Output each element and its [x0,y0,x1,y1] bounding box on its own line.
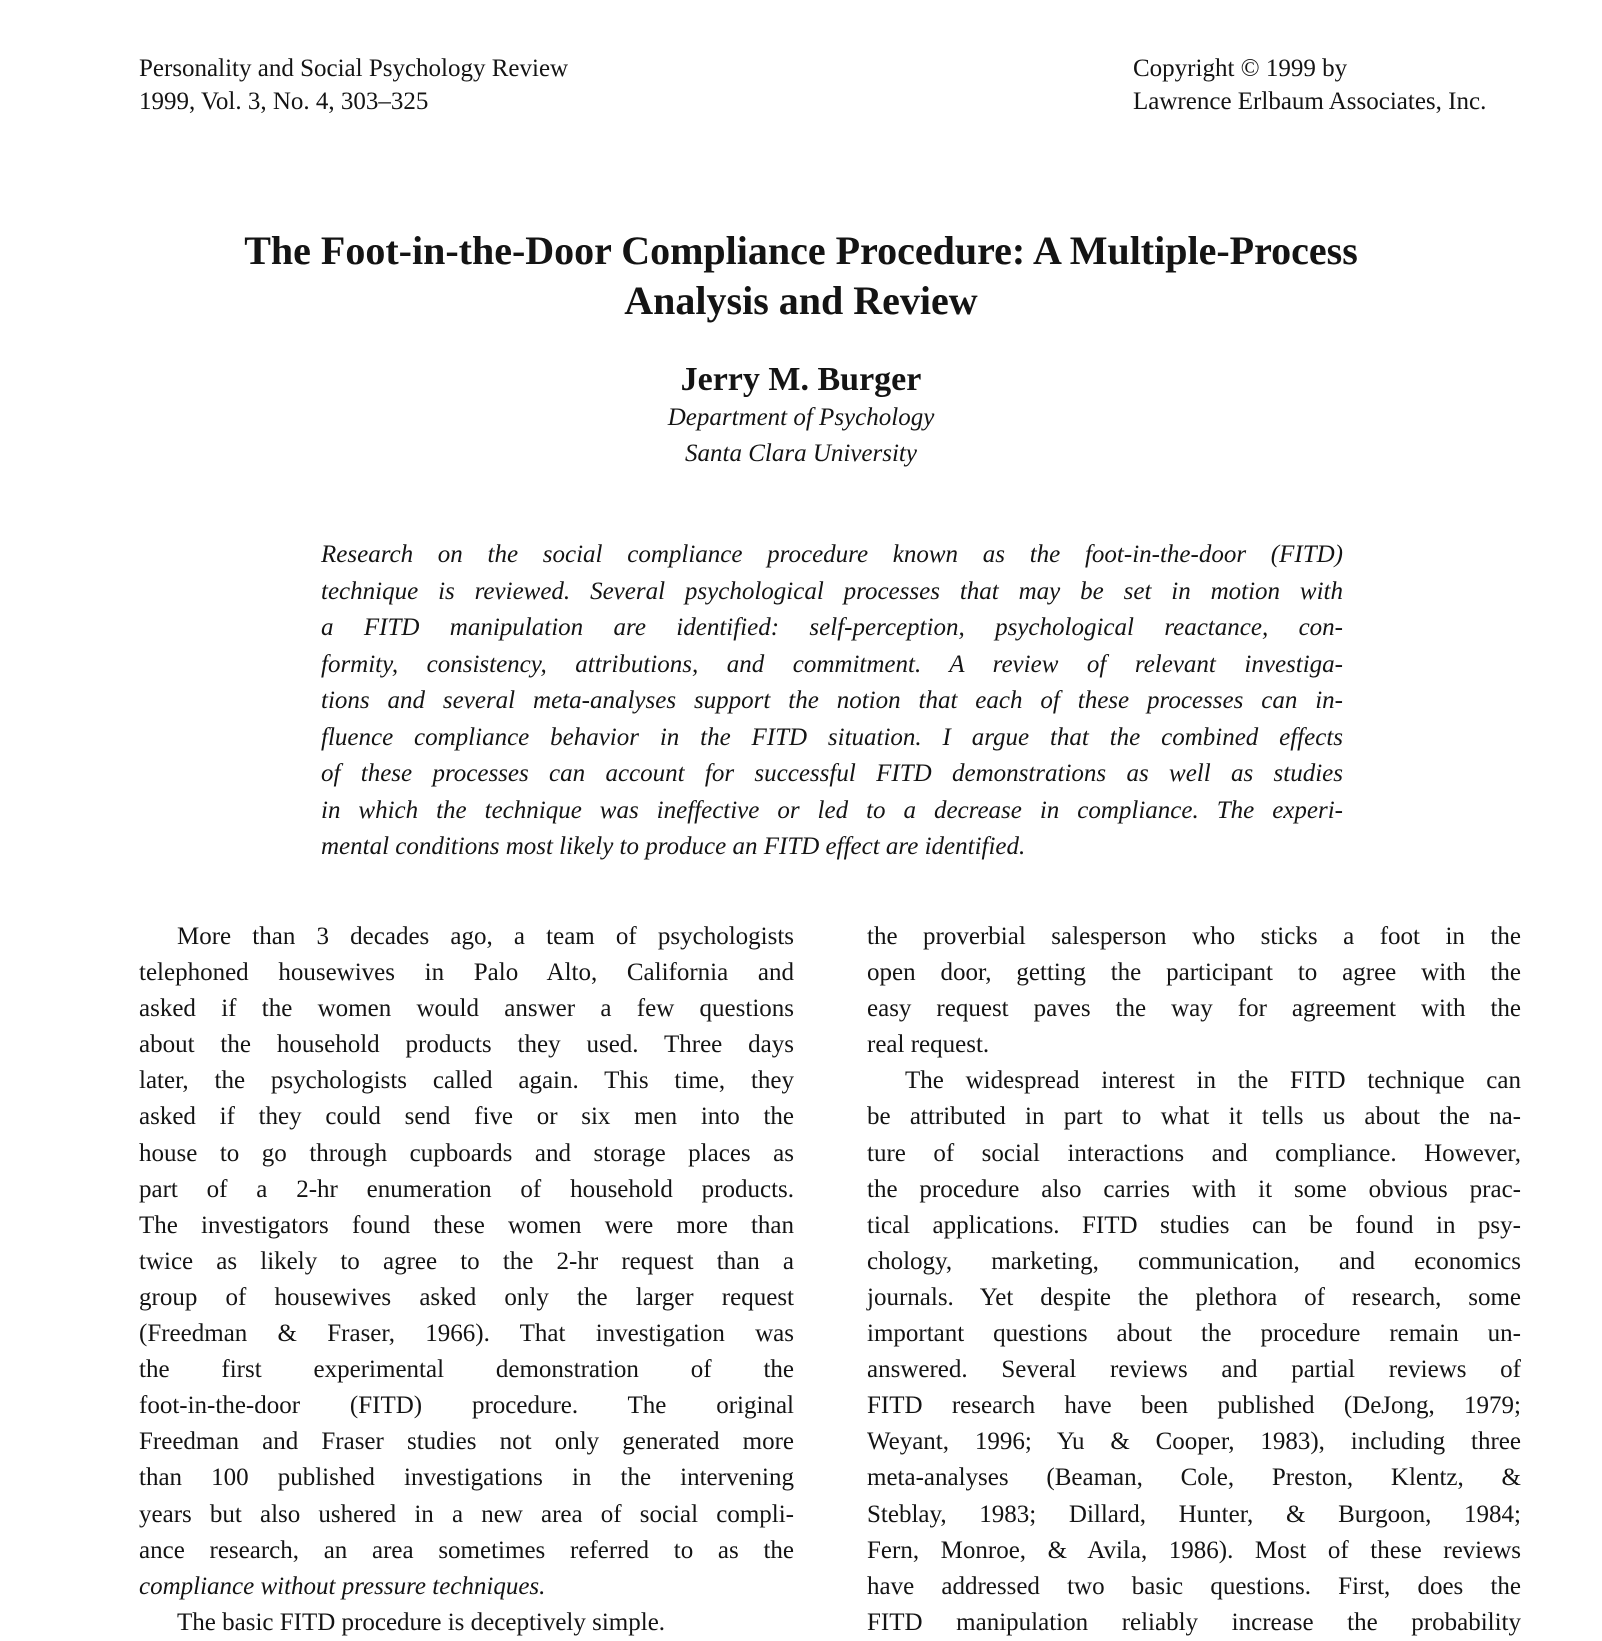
body-line: about the household products they used. Three days [139,1031,794,1059]
body-line: later, the psychologists called again. This time, they [139,1067,794,1095]
body-line: house to go through cupboards and storage places as [139,1139,794,1167]
body-line: twice as likely to agree to the 2-hr request than a [139,1247,794,1275]
body-column-right [867,919,1521,1641]
body-line: compliance without pressure techniques. [139,1572,546,1600]
body-line: part of a 2-hr enumeration of household products. [139,1175,794,1203]
body-line: the procedure also carries with it some obvious prac- [867,1175,1521,1203]
body-column-left [139,919,794,1641]
body-line: telephoned housewives in Palo Alto, California and [139,959,794,987]
copyright-notice: Copyright © 1999 by [1133,55,1348,82]
body-line: Weyant, 1996; Yu & Cooper, 1983), including three [867,1428,1521,1456]
body-line: easy request paves the way for agreement with the [867,995,1521,1023]
journal-name: Personality and Social Psychology Review [139,55,569,82]
body-line: meta-analyses (Beaman, Cole, Preston, Klentz, & [867,1464,1521,1492]
body-line: (Freedman & Fraser, 1966). That investigation was [139,1320,794,1348]
affiliation-university: Santa Clara University [685,440,917,467]
abstract-line: of these processes can account for successful FITD demonstrations as well as studies [321,760,1343,787]
copyright-header [1133,52,1486,118]
body-line: FITD manipulation reliably increase the probability [867,1608,1521,1636]
body-line: asked if the women would answer a few questions [139,995,794,1023]
body-line: answered. Several reviews and partial reviews of [867,1356,1521,1384]
body-line: years but also ushered in a new area of social compli- [139,1500,794,1528]
body-line: the proverbial salesperson who sticks a foot in the [867,923,1521,950]
body-line: foot-in-the-door (FITD) procedure. The original [139,1392,794,1420]
body-line: More than 3 decades ago, a team of psychologists [177,923,794,950]
journal-issue: 1999, Vol. 3, No. 4, 303–325 [139,88,429,115]
abstract-line: Research on the social compliance procedure known as the foot-in-the-door (FITD) [321,541,1343,568]
body-line: Fern, Monroe, & Avila, 1986). Most of these reviews [867,1536,1521,1564]
abstract-line: fluence compliance behavior in the FITD situation. I argue that the combined effects [321,723,1343,751]
body-line: be attributed in part to what it tells us about the na- [867,1103,1521,1131]
body-line: group of housewives asked only the larger request [139,1283,794,1311]
body-line: Steblay, 1983; Dillard, Hunter, & Burgoon, 1984; [867,1500,1521,1528]
body-line: ance research, an area sometimes referred to as the [139,1536,794,1564]
publisher-name: Lawrence Erlbaum Associates, Inc. [1133,88,1487,115]
affiliation-department: Department of Psychology [667,404,935,431]
body-line: ture of social interactions and compliance. However, [867,1139,1521,1167]
abstract [321,537,1343,866]
body-line: tical applications. FITD studies can be found in psy- [867,1211,1521,1239]
title-line: The Foot-in-the-Door Compliance Procedure: A Multiple-Process [244,228,1358,273]
body-line: The basic FITD procedure is deceptively simple. [177,1608,666,1636]
body-line: The widespread interest in the FITD technique can [905,1067,1521,1095]
abstract-line: in which the technique was ineffective or led to a decrease in compliance. The experi- [321,796,1343,824]
body-line: asked if they could send five or six men into the [139,1103,794,1131]
article-title [0,226,1602,326]
body-line: than 100 published investigations in the intervening [139,1464,794,1492]
body-line: have addressed two basic questions. First, does the [867,1572,1521,1600]
abstract-line: a FITD manipulation are identified: self-perception, psychological reactance, con- [321,614,1343,641]
body-line: Freedman and Fraser studies not only generated more [139,1428,794,1456]
author-affiliation [0,400,1602,472]
body-line: FITD research have been published (DeJong, 1979; [867,1392,1521,1420]
body-line: important questions about the procedure remain un- [867,1320,1521,1348]
abstract-line: mental conditions most likely to produce an FITD effect are identified. [321,833,1026,860]
body-line: chology, marketing, communication, and economics [867,1247,1521,1275]
body-line: the first experimental demonstration of the [139,1356,794,1384]
abstract-line: tions and several meta-analyses support the notion that each of these processes can in- [321,687,1343,714]
title-line: Analysis and Review [624,278,978,323]
journal-header [139,52,568,118]
body-line: real request. [867,1031,990,1059]
abstract-line: formity, consistency, attributions, and commitment. A review of relevant investiga- [321,650,1343,678]
author-name: Jerry M. Burger [680,361,922,398]
body-line: journals. Yet despite the plethora of research, some [867,1283,1521,1311]
body-line: The investigators found these women were more than [139,1211,794,1239]
abstract-line: technique is reviewed. Several psychological processes that may be set in motion with [321,577,1343,605]
body-line: open door, getting the participant to agree with the [867,959,1521,987]
